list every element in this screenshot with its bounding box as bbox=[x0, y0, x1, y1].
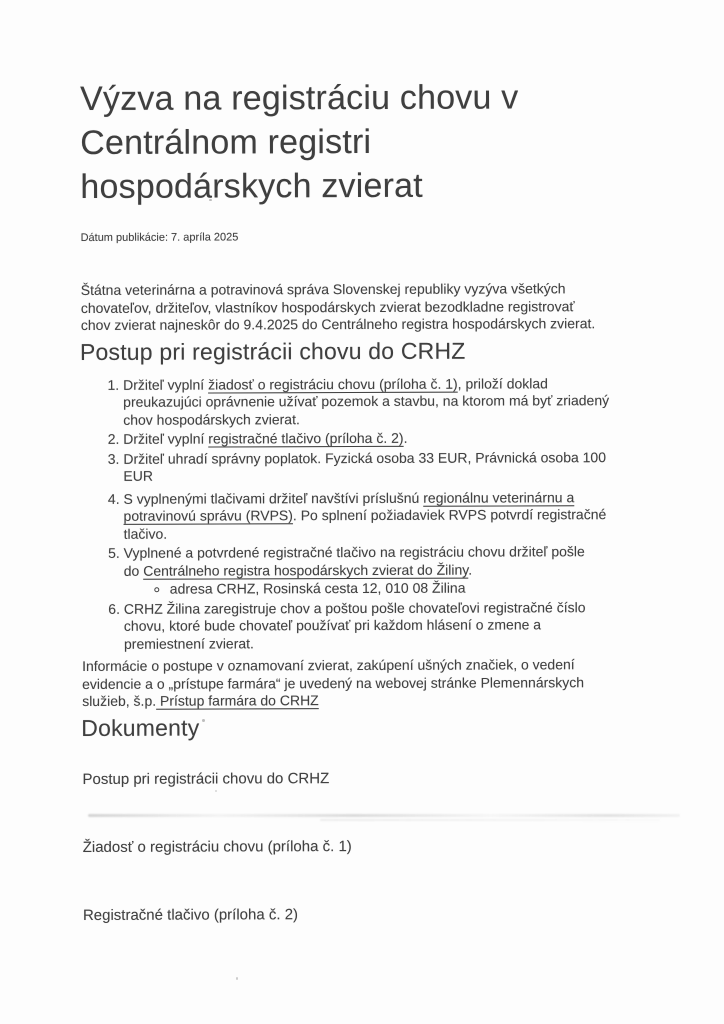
step-inline-link[interactable]: registračné tlačivo (príloha č. 2) bbox=[208, 429, 404, 447]
scan-speck bbox=[202, 719, 205, 722]
step-text: . bbox=[403, 429, 408, 446]
registration-steps-list bbox=[81, 374, 684, 653]
step-text: Vyplnené a potvrdené registračné tlačivo na registráciu chovu držiteľ pošle do bbox=[123, 543, 585, 579]
registration-step bbox=[123, 448, 683, 485]
step-text: . bbox=[468, 561, 473, 578]
page-title-line: Výzva na registráciu chovu v bbox=[80, 78, 519, 118]
farmer-access-text: Informácie o postupe v oznamovaní zvierat, zakúpení ušných značiek, o vedení evidencie a o „prístupe farmára“ je uvedený na webovej stránke Plemennárskych služieb, š.p. bbox=[82, 656, 585, 709]
publication-date: Dátum publikácie: 7. apríla 2025 bbox=[80, 231, 239, 244]
crhz-address: ◦ adresa CRHZ, Rosinská cesta 12, 010 08 Žilina bbox=[170, 579, 684, 598]
document-link-2[interactable]: Žiadosť o registráciu chovu (príloha č. 1) bbox=[82, 837, 352, 856]
section-heading-registration-steps: Postup pri registrácii chovu do CRHZ bbox=[79, 337, 466, 365]
scan-speck bbox=[236, 977, 238, 980]
documents-list bbox=[82, 768, 687, 924]
intro-paragraph: Štátna veterinárna a potravinová správa Slovenskej republiky vyzýva všetkých chovateľov, držiteľov, vlastníkov hospodárskych zvierat bezodkladne registrovať chov zvierat najneskôr do 9.4.2025 do Centrálneho registra hospodárskych zvierat. bbox=[80, 280, 596, 333]
link-pristup-farmara-do-crhz[interactable]: Prístup farmára do CRHZ bbox=[156, 692, 319, 709]
step-inline-link[interactable]: Centrálneho registra hospodárskych zvierat do Žiliny bbox=[143, 561, 469, 579]
scan-smudge-line bbox=[88, 814, 680, 817]
registration-step bbox=[124, 598, 684, 652]
registration-step bbox=[123, 488, 683, 542]
step-text: . Po splnení požiadaviek RVPS potvrdí registračné tlačivo. bbox=[123, 506, 607, 542]
document-content bbox=[0, 75, 724, 925]
scan-smudge-line bbox=[320, 819, 660, 821]
registration-step bbox=[123, 374, 683, 428]
step-inline-link[interactable]: žiadosť o registráciu chovu (príloha č. 1) bbox=[208, 375, 458, 393]
step-text: CRHZ Žilina zaregistruje chov a poštou pošle chovateľovi registračné číslo chovu, ktoré bude chovateľ používať pri každom hlásení o zmene a premiestnení zvierat. bbox=[123, 598, 586, 652]
step-text: S vyplnenými tlačivami držiteľ navštívi príslušnú bbox=[123, 489, 424, 507]
step-text: Držiteľ uhradí správny poplatok. Fyzická osoba 33 EUR, Právnická osoba 100 EUR bbox=[123, 448, 607, 484]
section-heading-documents: Dokumenty bbox=[81, 714, 200, 741]
page-title-line: hospodárskych zvierat bbox=[80, 166, 423, 206]
step-text: Držiteľ vyplní bbox=[123, 376, 209, 393]
page-title bbox=[80, 75, 684, 209]
document-link-1[interactable]: Postup pri registrácii chovu do CRHZ bbox=[82, 769, 330, 788]
farmer-access-paragraph bbox=[82, 656, 692, 711]
document-link-3[interactable]: Registračné tlačivo (príloha č. 2) bbox=[82, 905, 299, 924]
page-title-line: Centrálnom registri bbox=[80, 122, 372, 162]
step-text: , priloží doklad preukazujúci oprávnenie užívať pozemok a stavbu, na ktorom má byť zriadený chov hospodárskych zvierat. bbox=[123, 374, 610, 428]
registration-step bbox=[123, 429, 683, 448]
registration-step bbox=[124, 543, 684, 598]
scan-speck bbox=[209, 199, 212, 201]
step-inline-link[interactable]: regionálnu veterinárnu a potravinovú správu (RVPS) bbox=[123, 488, 575, 524]
step-text: Držiteľ vyplní bbox=[123, 430, 209, 447]
scan-speck bbox=[215, 790, 217, 792]
step-sub-list bbox=[124, 579, 684, 598]
